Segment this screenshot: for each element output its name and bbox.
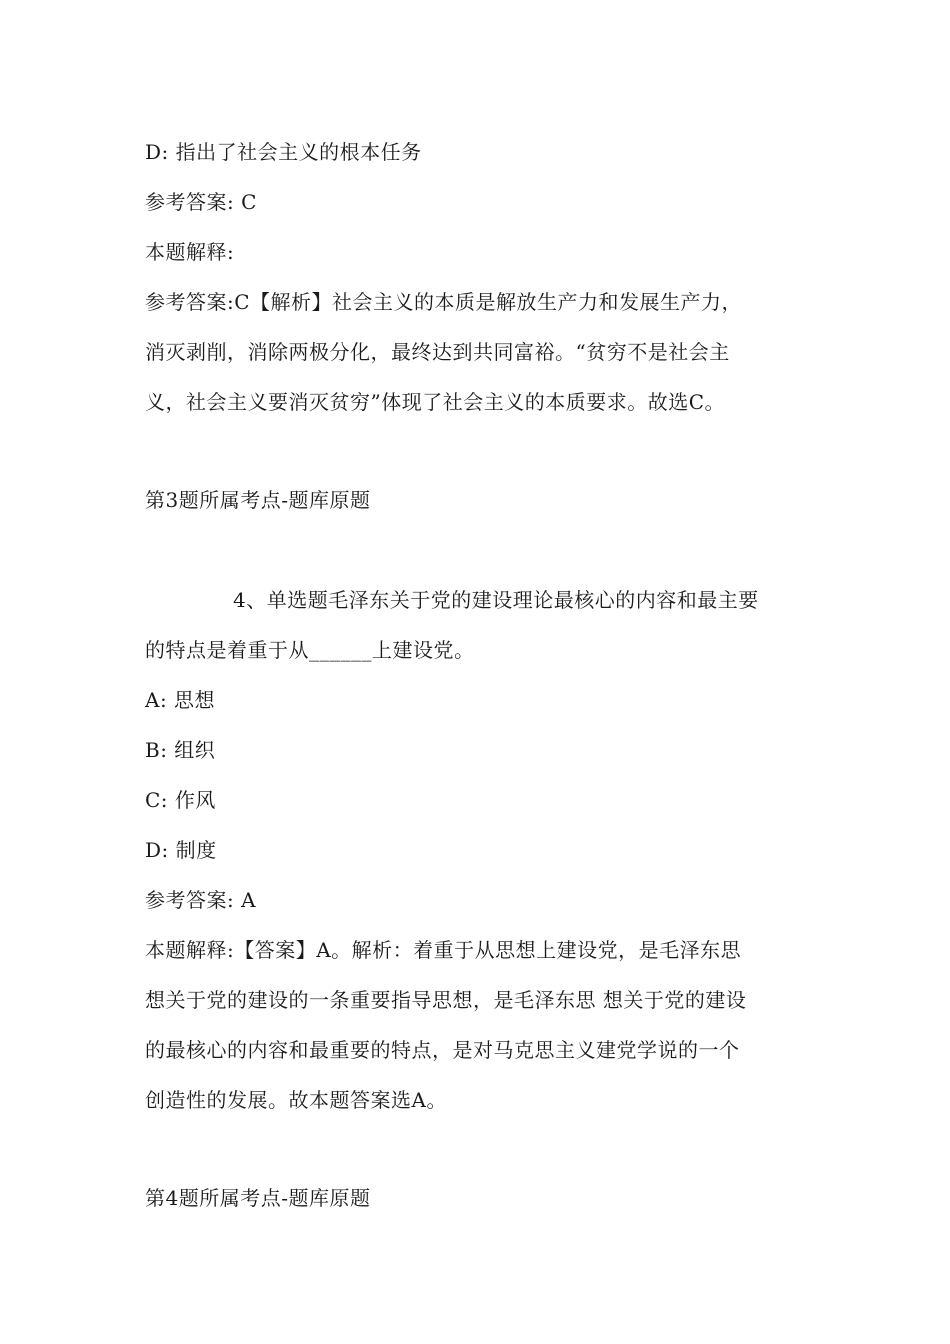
option-c: C: 作风 — [145, 788, 216, 812]
explanation-line: 的最核心的内容和最重要的特点，是对马克思主义建党学说的一个 — [145, 1038, 740, 1062]
explanation-line: 参考答案:C【解析】社会主义的本质是解放生产力和发展生产力， — [145, 290, 743, 314]
option-a: A: 思想 — [145, 688, 216, 712]
topic-line: 第3题所属考点-题库原题 — [145, 488, 371, 512]
option-d: D: 指出了社会主义的根本任务 — [145, 140, 422, 164]
explanation-line: 消灭剥削，消除两极分化，最终达到共同富裕。“贫穷不是社会主 — [145, 340, 730, 364]
explanation-line: 创造性的发展。故本题答案选A。 — [145, 1088, 447, 1112]
answer-line: 参考答案: A — [145, 888, 257, 912]
answer-line: 参考答案: C — [145, 190, 257, 214]
explanation-label: 本题解释: — [145, 240, 235, 264]
question-line: 4、单选题毛泽东关于党的建设理论最核心的内容和最主要 — [233, 588, 759, 612]
explanation-line: 本题解释:【答案】A。解析：着重于从思想上建设党，是毛泽东思 — [145, 938, 742, 962]
explanation-line: 想关于党的建设的一条重要指导思想，是毛泽东思 想关于党的建设 — [145, 988, 747, 1012]
option-d: D: 制度 — [145, 838, 217, 862]
option-b: B: 组织 — [145, 738, 216, 762]
explanation-line: 义，社会主义要消灭贫穷”体现了社会主义的本质要求。故选C。 — [145, 390, 726, 414]
topic-line: 第4题所属考点-题库原题 — [145, 1186, 371, 1210]
question-line: 的特点是着重于从______上建设党。 — [145, 638, 475, 662]
